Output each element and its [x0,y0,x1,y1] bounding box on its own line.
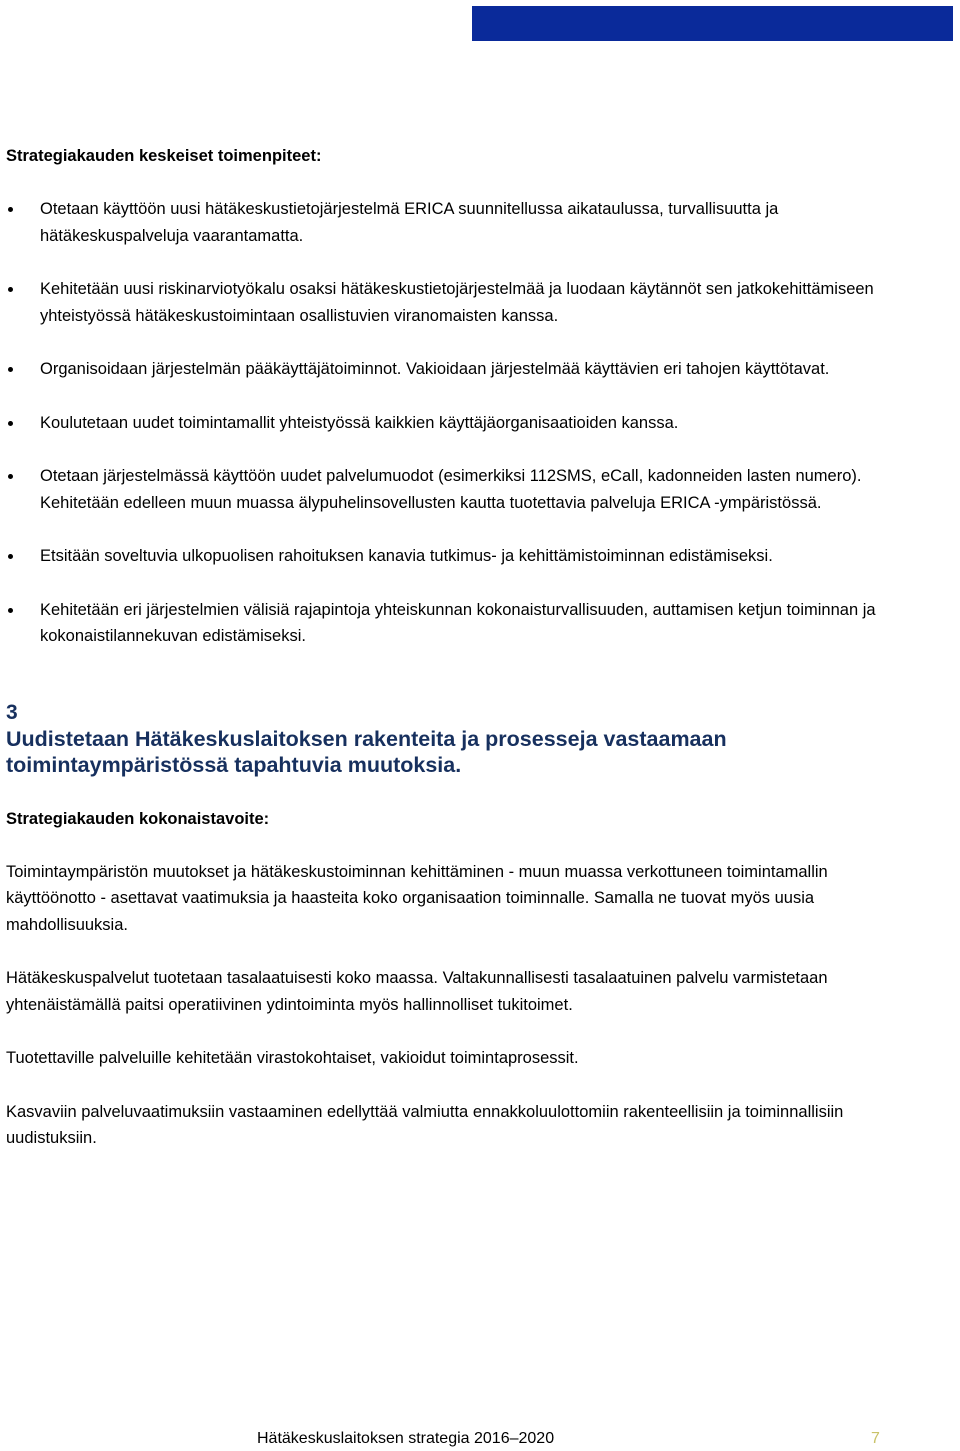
list-item-text: Koulutetaan uudet toimintamallit yhteistyössä kaikkien käyttäjäorganisaatioiden kanssa. [40,413,679,432]
body-paragraph: Toimintaympäristön muutokset ja hätäkeskustoiminnan kehittäminen - muun muassa verkottuneen toimintamallin käyttöönotto - asettavat vaatimuksia ja haasteita koko organisaation toiminnalle. Samalla ne tuovat myös uusia mahdollisuuksia. [6,862,828,934]
list-item [6,410,886,437]
measures-list [6,196,886,650]
bullet-icon [8,474,13,479]
list-item-text: Etsitään soveltuvia ulkopuolisen rahoituksen kanavia tutkimus- ja kehittämistoiminnan edistämiseksi. [40,547,773,565]
list-item-text: Organisoidaan järjestelmän pääkäyttäjätoiminnot. Vakioidaan järjestelmää käyttävien eri tahojen käyttötavat. [40,360,830,378]
section-number: 3 [6,700,18,724]
bullet-icon [8,207,13,212]
page-number: 7 [871,1430,880,1447]
footer-document-title: Hätäkeskuslaitoksen strategia 2016–2020 [257,1430,555,1447]
list-item-text: Otetaan käyttöön uusi hätäkeskustietojärjestelmä ERICA suunnitellussa aikataulussa, turvallisuutta ja hätäkeskuspalveluja vaarantamatta. [40,200,779,245]
bullet-icon [8,367,13,372]
list-item-text: Kehitetään eri järjestelmien välisiä rajapintoja yhteiskunnan kokonaisturvallisuuden, auttamisen ketjun toiminnan ja kokonaistilannekuvan edistämiseksi. [40,600,876,645]
body-paragraph: Hätäkeskuspalvelut tuotetaan tasalaatuisesti koko maassa. Valtakunnallisesti tasalaatuinen palvelu varmistetaan yhtenäistämällä paitsi operatiivinen ydintoiminta myös hallinnolliset tukitoimet. [6,969,828,1014]
goal-heading: Strategiakauden kokonaistavoite: [6,809,270,828]
bullet-icon [8,287,13,292]
bullet-icon [8,608,13,613]
list-item-text: Otetaan järjestelmässä käyttöön uudet palvelumuodot (esimerkiksi 112SMS, eCall, kadonneiden lasten numero). Kehitetään edelleen muun muassa älypuhelinsovellusten kautta tuotettavia palveluja ERICA -ympäristössä. [40,467,862,512]
bullet-icon [8,421,13,426]
page-footer [0,1428,960,1450]
page-content [6,143,886,1152]
body-paragraph: Tuotettaville palveluille kehitetään virastokohtaiset, vakioidut toimintaprosessit. [6,1049,579,1067]
body-paragraph: Kasvaviin palveluvaatimuksiin vastaaminen edellyttää valmiutta ennakkoluulottomiin rakenteellisiin ja toiminnallisiin uudistuksiin. [6,1102,844,1147]
list-item-text: Kehitetään uusi riskinarviotyökalu osaksi hätäkeskustietojärjestelmää ja luodaan käytännöt sen jatkokehittämiseen yhteistyössä hätäkeskustoimintaan osallistuvien viranomaisten kanssa. [40,280,874,325]
list-item [6,276,886,329]
brand-header-bar [472,6,953,41]
list-item [6,463,886,516]
list-item [6,597,886,650]
list-item [6,543,886,570]
bullet-icon [8,554,13,559]
section-title: Uudistetaan Hätäkeskuslaitoksen rakenteita ja prosesseja vastaamaan toimintaympäristössä tapahtuvia muutoksia. [6,726,727,777]
list-item [6,356,886,383]
measures-heading: Strategiakauden keskeiset toimenpiteet: [6,147,322,165]
list-item [6,196,886,249]
